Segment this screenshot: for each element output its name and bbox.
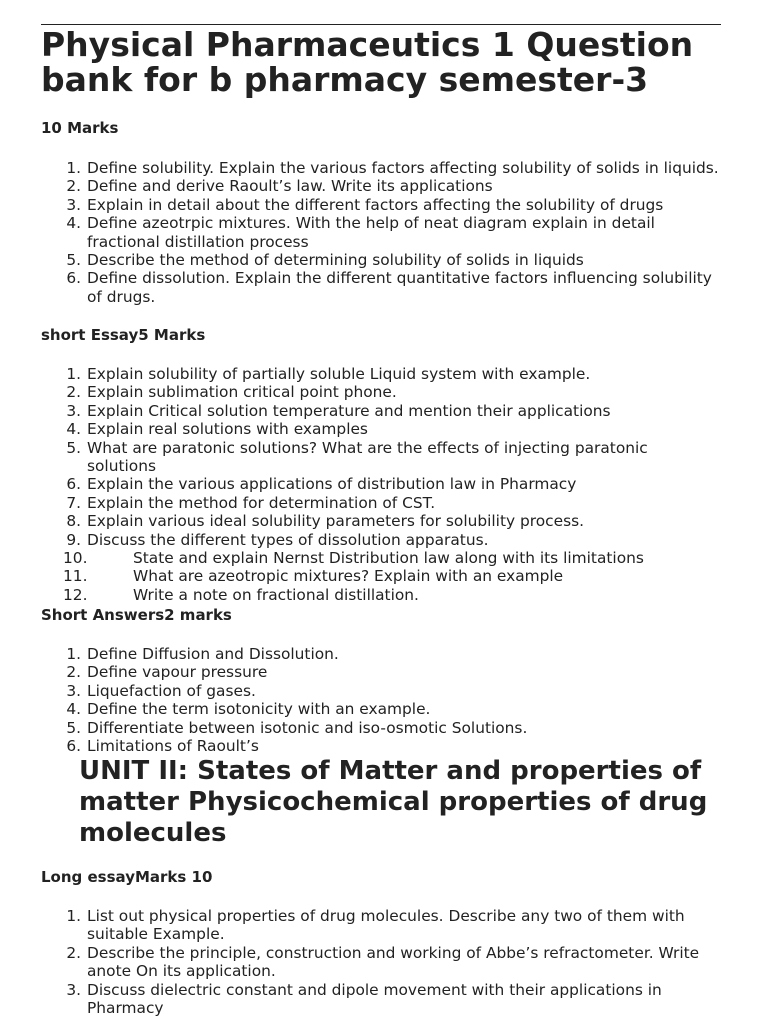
- list-item: [41, 737, 721, 755]
- item-number: 5.: [66, 251, 81, 270]
- item-number: 2.: [66, 383, 81, 402]
- list-item: [41, 402, 721, 420]
- list-item: [41, 383, 721, 401]
- item-text: Describe the principle, construction and working of Abbe’s refractometer. Write anote On its application.: [87, 943, 700, 981]
- item-text: Define azeotrpic mixtures. With the help of neat diagram explain in detail fractional distillation process: [87, 214, 655, 251]
- list-item: [41, 682, 721, 700]
- list-item: [41, 475, 721, 493]
- item-number: 11.: [63, 567, 88, 586]
- section-heading-10-marks: 10 Marks: [41, 119, 119, 137]
- item-text: Explain Critical solution temperature and mention their applications: [87, 401, 611, 420]
- item-number: 12.: [63, 585, 88, 604]
- item-number: 2.: [66, 943, 81, 962]
- item-text: Define the term isotonicity with an example.: [87, 700, 431, 719]
- section-heading-short-essay: short Essay5 Marks: [41, 326, 206, 344]
- item-number: 1.: [66, 159, 81, 177]
- list-item: [41, 700, 721, 718]
- unit-2-heading: UNIT II: States of Matter and properties of matter Physicochemical properties of drug molecules: [79, 756, 708, 848]
- question-list-short-essay: [41, 365, 721, 604]
- list-item: [41, 269, 721, 306]
- item-number: 10.: [63, 549, 88, 568]
- item-number: 9.: [66, 530, 81, 549]
- list-item: [41, 214, 721, 251]
- item-number: 7.: [66, 493, 81, 512]
- item-text: Liquefaction of gases.: [87, 681, 256, 700]
- list-item: [41, 907, 721, 944]
- item-text: Discuss dielectric constant and dipole movement with their applications in Pharmacy: [87, 980, 662, 1018]
- item-text: Explain various ideal solubility parameters for solubility process.: [87, 512, 585, 531]
- list-item: [41, 251, 721, 269]
- item-text: List out physical properties of drug molecules. Describe any two of them with suitable Example.: [87, 907, 685, 944]
- question-list-long-essay: [41, 907, 721, 1017]
- item-text: Define vapour pressure: [87, 663, 268, 682]
- list-item: [41, 420, 721, 438]
- question-list-10-marks: [41, 159, 721, 306]
- list-item: [41, 159, 721, 177]
- list-item: [41, 196, 721, 214]
- item-number: 3.: [66, 401, 81, 420]
- item-text: What are paratonic solutions? What are the effects of injecting paratonic solutions: [87, 438, 648, 476]
- item-number: 3.: [66, 681, 81, 700]
- item-text: Define Diffusion and Dissolution.: [87, 645, 339, 663]
- item-number: 3.: [66, 980, 81, 999]
- item-number: 6.: [66, 475, 81, 494]
- question-list-short-answers: [41, 645, 721, 755]
- item-text: Differentiate between isotonic and iso-osmotic Solutions.: [87, 718, 528, 737]
- list-item: [41, 645, 721, 663]
- item-text: Discuss the different types of dissolution apparatus.: [87, 530, 489, 549]
- list-item: [41, 944, 721, 981]
- section-heading-long-essay: Long essayMarks 10: [41, 868, 213, 886]
- item-number: 2.: [66, 177, 81, 196]
- list-item: [41, 365, 721, 383]
- item-text: Explain in detail about the different factors affecting the solubility of drugs: [87, 195, 664, 214]
- item-number: 3.: [66, 195, 81, 214]
- list-item: [41, 719, 721, 737]
- document-title: Physical Pharmaceutics 1 Question bank for b pharmacy semester-3: [41, 25, 694, 99]
- item-number: 1.: [66, 907, 81, 925]
- item-number: 4.: [66, 700, 81, 719]
- item-text: Explain the various applications of distribution law in Pharmacy: [87, 475, 577, 494]
- item-number: 4.: [66, 420, 81, 439]
- list-item: [41, 494, 721, 512]
- item-text: Explain sublimation critical point phone.: [87, 383, 397, 402]
- list-item: [41, 981, 721, 1018]
- list-item: [41, 567, 721, 585]
- list-item: [41, 586, 721, 604]
- item-text: State and explain Nernst Distribution law along with its limitations: [133, 549, 644, 568]
- item-number: 6.: [66, 269, 81, 288]
- list-item: [41, 531, 721, 549]
- item-number: 1.: [66, 365, 81, 383]
- item-text: Limitations of Raoult’s: [87, 737, 259, 756]
- item-number: 5.: [66, 438, 81, 457]
- list-item: [41, 177, 721, 195]
- item-text: Describe the method of determining solubility of solids in liquids: [87, 251, 584, 270]
- item-number: 6.: [66, 737, 81, 756]
- list-item: [41, 663, 721, 681]
- item-number: 4.: [66, 214, 81, 233]
- item-text: Define solubility. Explain the various factors affecting solubility of solids in liquids.: [87, 159, 719, 177]
- item-text: Write a note on fractional distillation.: [133, 585, 419, 604]
- list-item: [41, 549, 721, 567]
- item-number: 8.: [66, 512, 81, 531]
- item-text: Define and derive Raoult’s law. Write its applications: [87, 177, 493, 196]
- item-number: 2.: [66, 663, 81, 682]
- item-text: Define dissolution. Explain the different quantitative factors influencing solubility of drugs.: [87, 269, 712, 306]
- item-text: What are azeotropic mixtures? Explain with an example: [133, 567, 564, 586]
- section-heading-short-answers: Short Answers2 marks: [41, 606, 232, 624]
- item-text: Explain solubility of partially soluble Liquid system with example.: [87, 365, 591, 383]
- item-text: Explain real solutions with examples: [87, 420, 368, 439]
- list-item: [41, 512, 721, 530]
- item-text: Explain the method for determination of CST.: [87, 493, 436, 512]
- list-item: [41, 439, 721, 476]
- item-number: 5.: [66, 718, 81, 737]
- item-number: 1.: [66, 645, 81, 663]
